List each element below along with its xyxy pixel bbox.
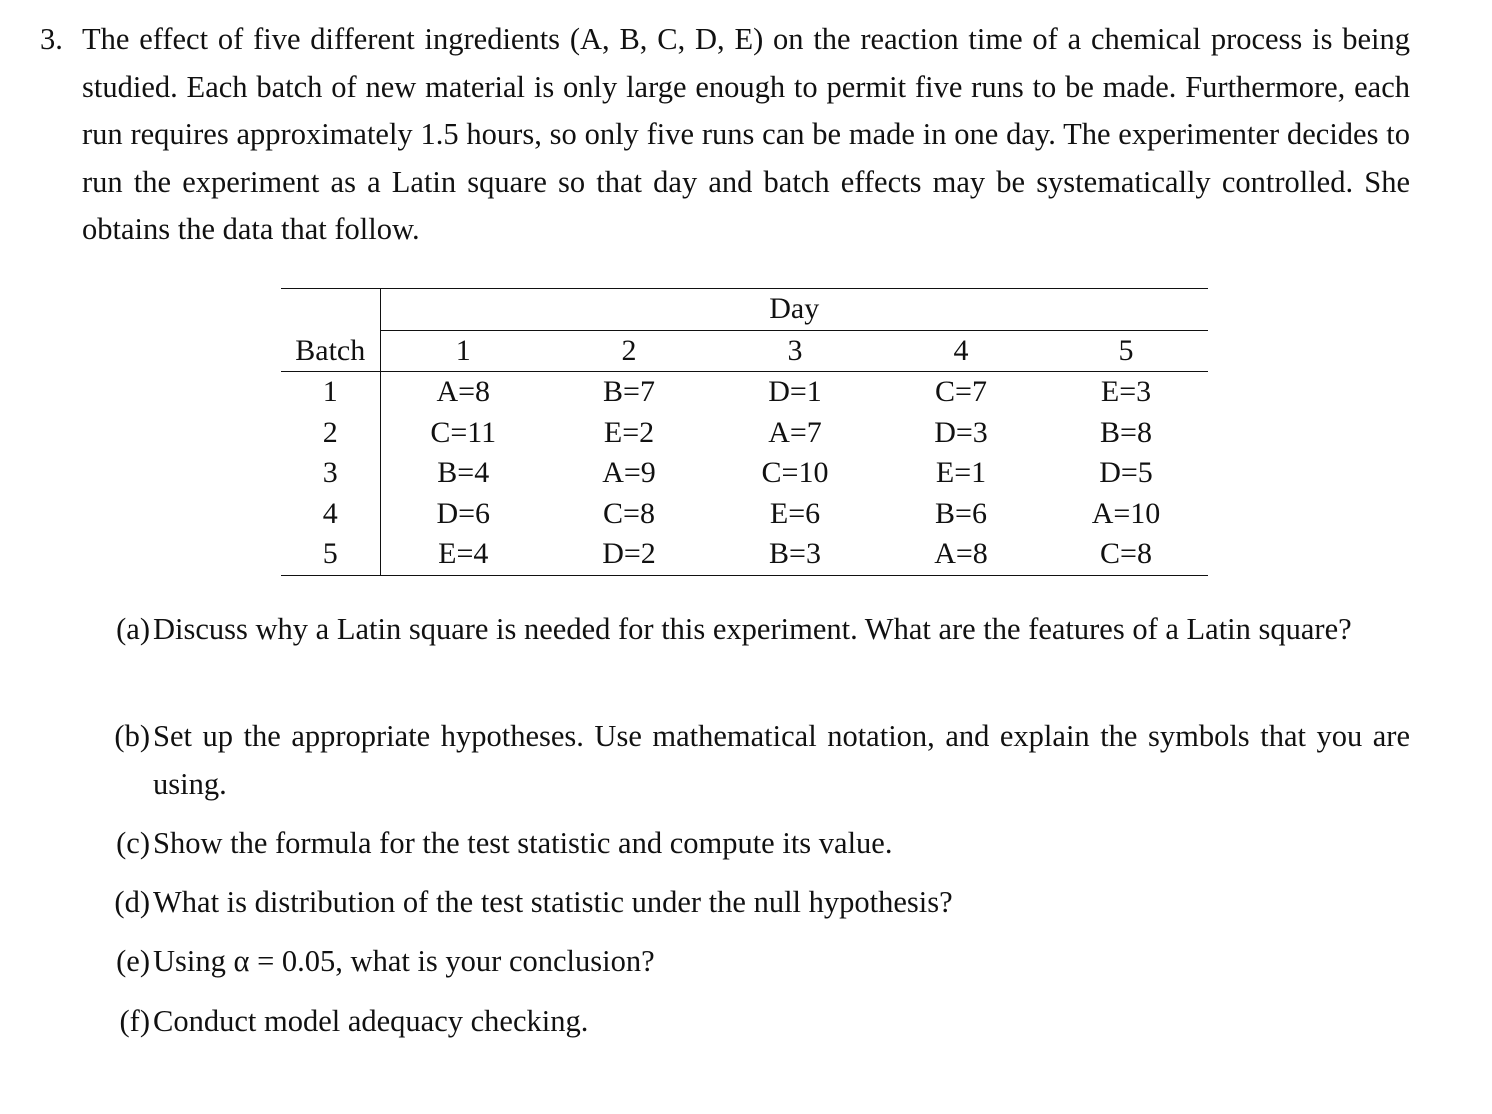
problem-number: 3. — [40, 22, 63, 56]
day-group-header: Day — [380, 289, 1208, 331]
table-cell: E=4 — [380, 534, 546, 575]
question-part-a — [94, 606, 1410, 654]
day-column-header: 4 — [878, 330, 1044, 372]
table-row — [281, 372, 1208, 413]
batch-label: 3 — [281, 453, 380, 494]
table-corner — [281, 289, 380, 331]
question-part-e — [94, 938, 1410, 986]
batch-label: 2 — [281, 413, 380, 454]
part-text: Using α = 0.05, what is your conclusion? — [153, 944, 655, 978]
part-label: (f) — [119, 1004, 150, 1038]
table-cell: D=2 — [546, 534, 712, 575]
table-cell: A=8 — [436, 375, 491, 409]
latin-square-table — [281, 288, 1208, 576]
part-text: What is distribution of the test statistic under the null hypothesis? — [153, 885, 953, 919]
table-cell: B=3 — [712, 534, 878, 575]
part-text: Discuss why a Latin square is needed for this experiment. What are the features of a Latin square? — [153, 612, 1352, 646]
batch-label: 5 — [281, 534, 380, 575]
table-cell: E=3 — [1100, 375, 1152, 409]
question-part-b — [94, 713, 1410, 808]
part-text: Conduct model adequacy checking. — [153, 1004, 589, 1038]
table-cell: D=6 — [436, 496, 491, 530]
part-label: (c) — [116, 826, 150, 860]
table-cell: E=6 — [769, 496, 821, 530]
table-cell: C=8 — [1044, 534, 1208, 575]
table-row — [281, 534, 1208, 575]
day-column-header: 3 — [712, 330, 878, 372]
problem-text: The effect of five different ingredients (A, B, C, D, E) on the reaction time of a chemical process is being studied. Each batch of new material is only large enough to permit five runs to be made. Furthermore, each run requires approximately 1.5 hours, so only five runs can be made in one day. The experimenter decides to run the experiment as a Latin square so that day and batch effects may be systematically controlled. She obtains the data that follow. — [82, 22, 1410, 246]
batch-header: Batch — [281, 330, 380, 372]
part-text: Set up the appropriate hypotheses. Use mathematical notation, and explain the symbols that you are using. — [153, 719, 1410, 801]
table-cell: D=1 — [768, 375, 822, 409]
table-cell: A=8 — [878, 534, 1044, 575]
part-label: (d) — [114, 885, 150, 919]
day-column-header: 1 — [380, 330, 546, 372]
table-cell: C=8 — [603, 496, 655, 530]
question-part-d — [94, 879, 1410, 927]
table-cell: B=8 — [1100, 415, 1152, 449]
table-cell: C=10 — [761, 456, 829, 490]
part-label: (a) — [116, 612, 150, 646]
table-cell: C=7 — [935, 375, 987, 409]
table-row — [281, 494, 1208, 535]
problem-statement — [40, 16, 1410, 254]
table-cell: B=4 — [437, 456, 490, 490]
table-cell: A=9 — [602, 456, 656, 490]
table-cell: B=7 — [603, 375, 655, 409]
table-cell: C=11 — [430, 415, 497, 449]
table-row — [281, 413, 1208, 454]
day-column-header: 2 — [546, 330, 712, 372]
table-cell: D=5 — [1099, 456, 1153, 490]
table-cell: D=3 — [934, 415, 988, 449]
part-label: (b) — [114, 719, 150, 753]
table-cell: B=6 — [935, 496, 987, 530]
table-cell: E=1 — [935, 456, 987, 490]
day-column-header: 5 — [1044, 330, 1208, 372]
table-row — [281, 453, 1208, 494]
table-cell: A=10 — [1091, 496, 1161, 530]
question-part-f — [94, 998, 1410, 1046]
table-cell: E=2 — [603, 415, 655, 449]
question-part-c — [94, 820, 1410, 868]
part-label: (e) — [116, 944, 150, 978]
part-text: Show the formula for the test statistic and compute its value. — [153, 826, 893, 860]
batch-label: 1 — [281, 372, 380, 413]
table-cell: A=7 — [768, 415, 822, 449]
batch-label: 4 — [281, 494, 380, 535]
